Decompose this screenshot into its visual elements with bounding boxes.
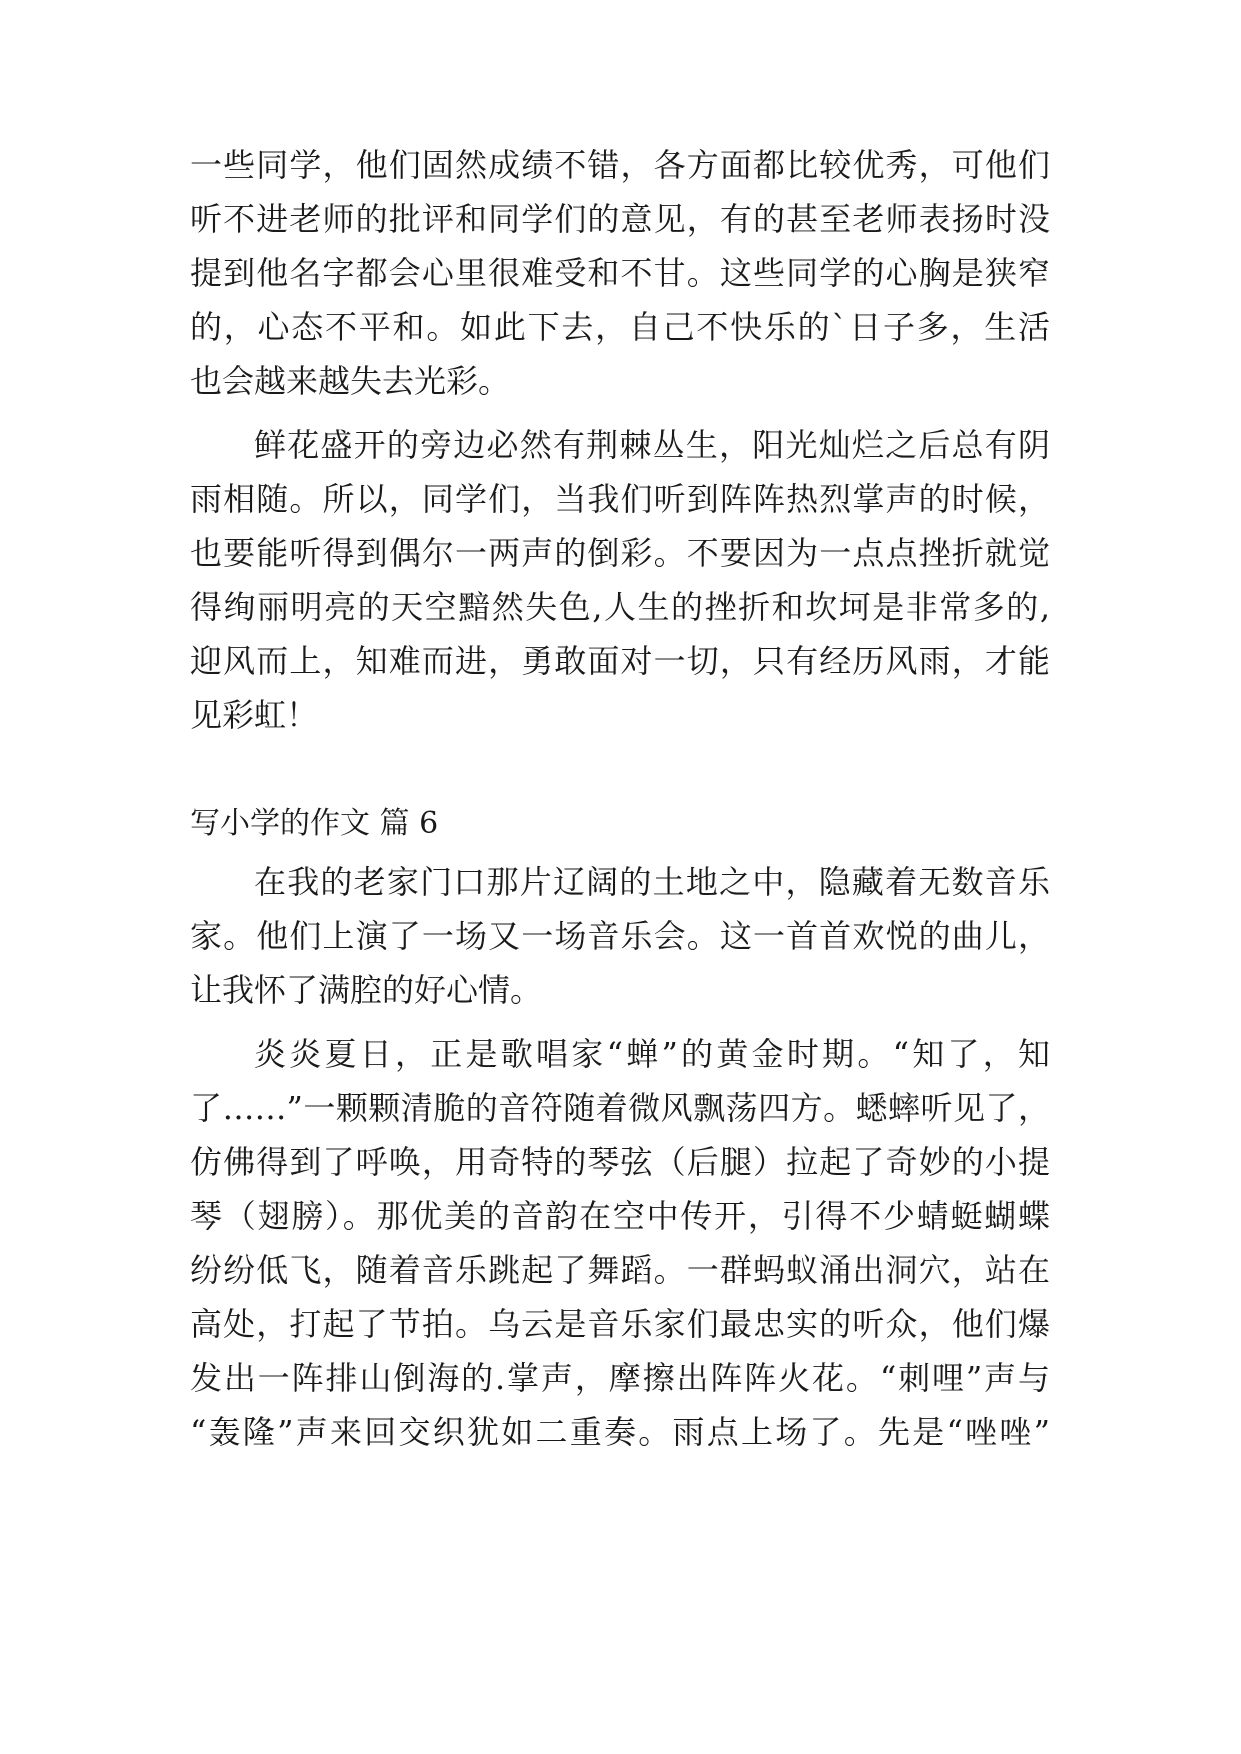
- paragraph-4-line-8: “轰隆”声来回交织犹如二重奏。雨点上场了。先是“唑唑”: [190, 1413, 1050, 1451]
- paragraph-1-line-4: 的，心态不平和。如此下去，自己不快乐的`日子多，生活: [190, 308, 1050, 346]
- paragraph-4-line-4: 琴（翅膀）。那优美的音韵在空中传开，引得不少蜻蜓蝴蝶: [190, 1197, 1050, 1235]
- section-title: 写小学的作文 篇 6: [190, 806, 439, 841]
- paragraph-4-line-7: 发出一阵排山倒海的.掌声，摩擦出阵阵火花。“刺哩”声与: [190, 1359, 1050, 1397]
- paragraph-1-line-1: 一些同学，他们固然成绩不错，各方面都比较优秀，可他们: [190, 146, 1050, 184]
- paragraph-2-line-5: 迎风而上，知难而进，勇敢面对一切，只有经历风雨，才能: [190, 642, 1050, 680]
- paragraph-4-line-5: 纷纷低飞，随着音乐跳起了舞蹈。一群蚂蚁涌出洞穴，站在: [190, 1251, 1050, 1289]
- paragraph-2-line-3: 也要能听得到偶尔一两声的倒彩。不要因为一点点挫折就觉: [190, 534, 1050, 572]
- paragraph-4-line-1: 炎炎夏日，正是歌唱家“蝉”的黄金时期。“知了，知: [254, 1035, 1050, 1073]
- paragraph-4-line-2: 了……”一颗颗清脆的音符随着微风飘荡四方。蟋蟀听见了，: [190, 1089, 1050, 1127]
- paragraph-1-line-3: 提到他名字都会心里很难受和不甘。这些同学的心胸是狭窄: [190, 254, 1050, 292]
- paragraph-3-line-3: 让我怀了满腔的好心情。: [190, 971, 543, 1009]
- paragraph-3-line-1: 在我的老家门口那片辽阔的土地之中，隐藏着无数音乐: [254, 863, 1050, 901]
- paragraph-2-line-1: 鲜花盛开的旁边必然有荆棘丛生，阳光灿烂之后总有阴: [254, 426, 1050, 464]
- paragraph-2-line-2: 雨相随。所以，同学们，当我们听到阵阵热烈掌声的时候，: [190, 480, 1050, 518]
- paragraph-1-line-5: 也会越来越失去光彩。: [190, 362, 511, 400]
- paragraph-4-line-6: 高处，打起了节拍。乌云是音乐家们最忠实的听众，他们爆: [190, 1305, 1050, 1343]
- paragraph-2-line-6: 见彩虹！: [190, 696, 319, 734]
- paragraph-4-line-3: 仿佛得到了呼唤，用奇特的琴弦（后腿）拉起了奇妙的小提: [190, 1143, 1050, 1181]
- paragraph-1-line-2: 听不进老师的批评和同学们的意见，有的甚至老师表扬时没: [190, 200, 1050, 238]
- paragraph-2-line-4: 得绚丽明亮的天空黯然失色,人生的挫折和坎坷是非常多的,: [190, 588, 1050, 626]
- paragraph-3-line-2: 家。他们上演了一场又一场音乐会。这一首首欢悦的曲儿，: [190, 917, 1050, 955]
